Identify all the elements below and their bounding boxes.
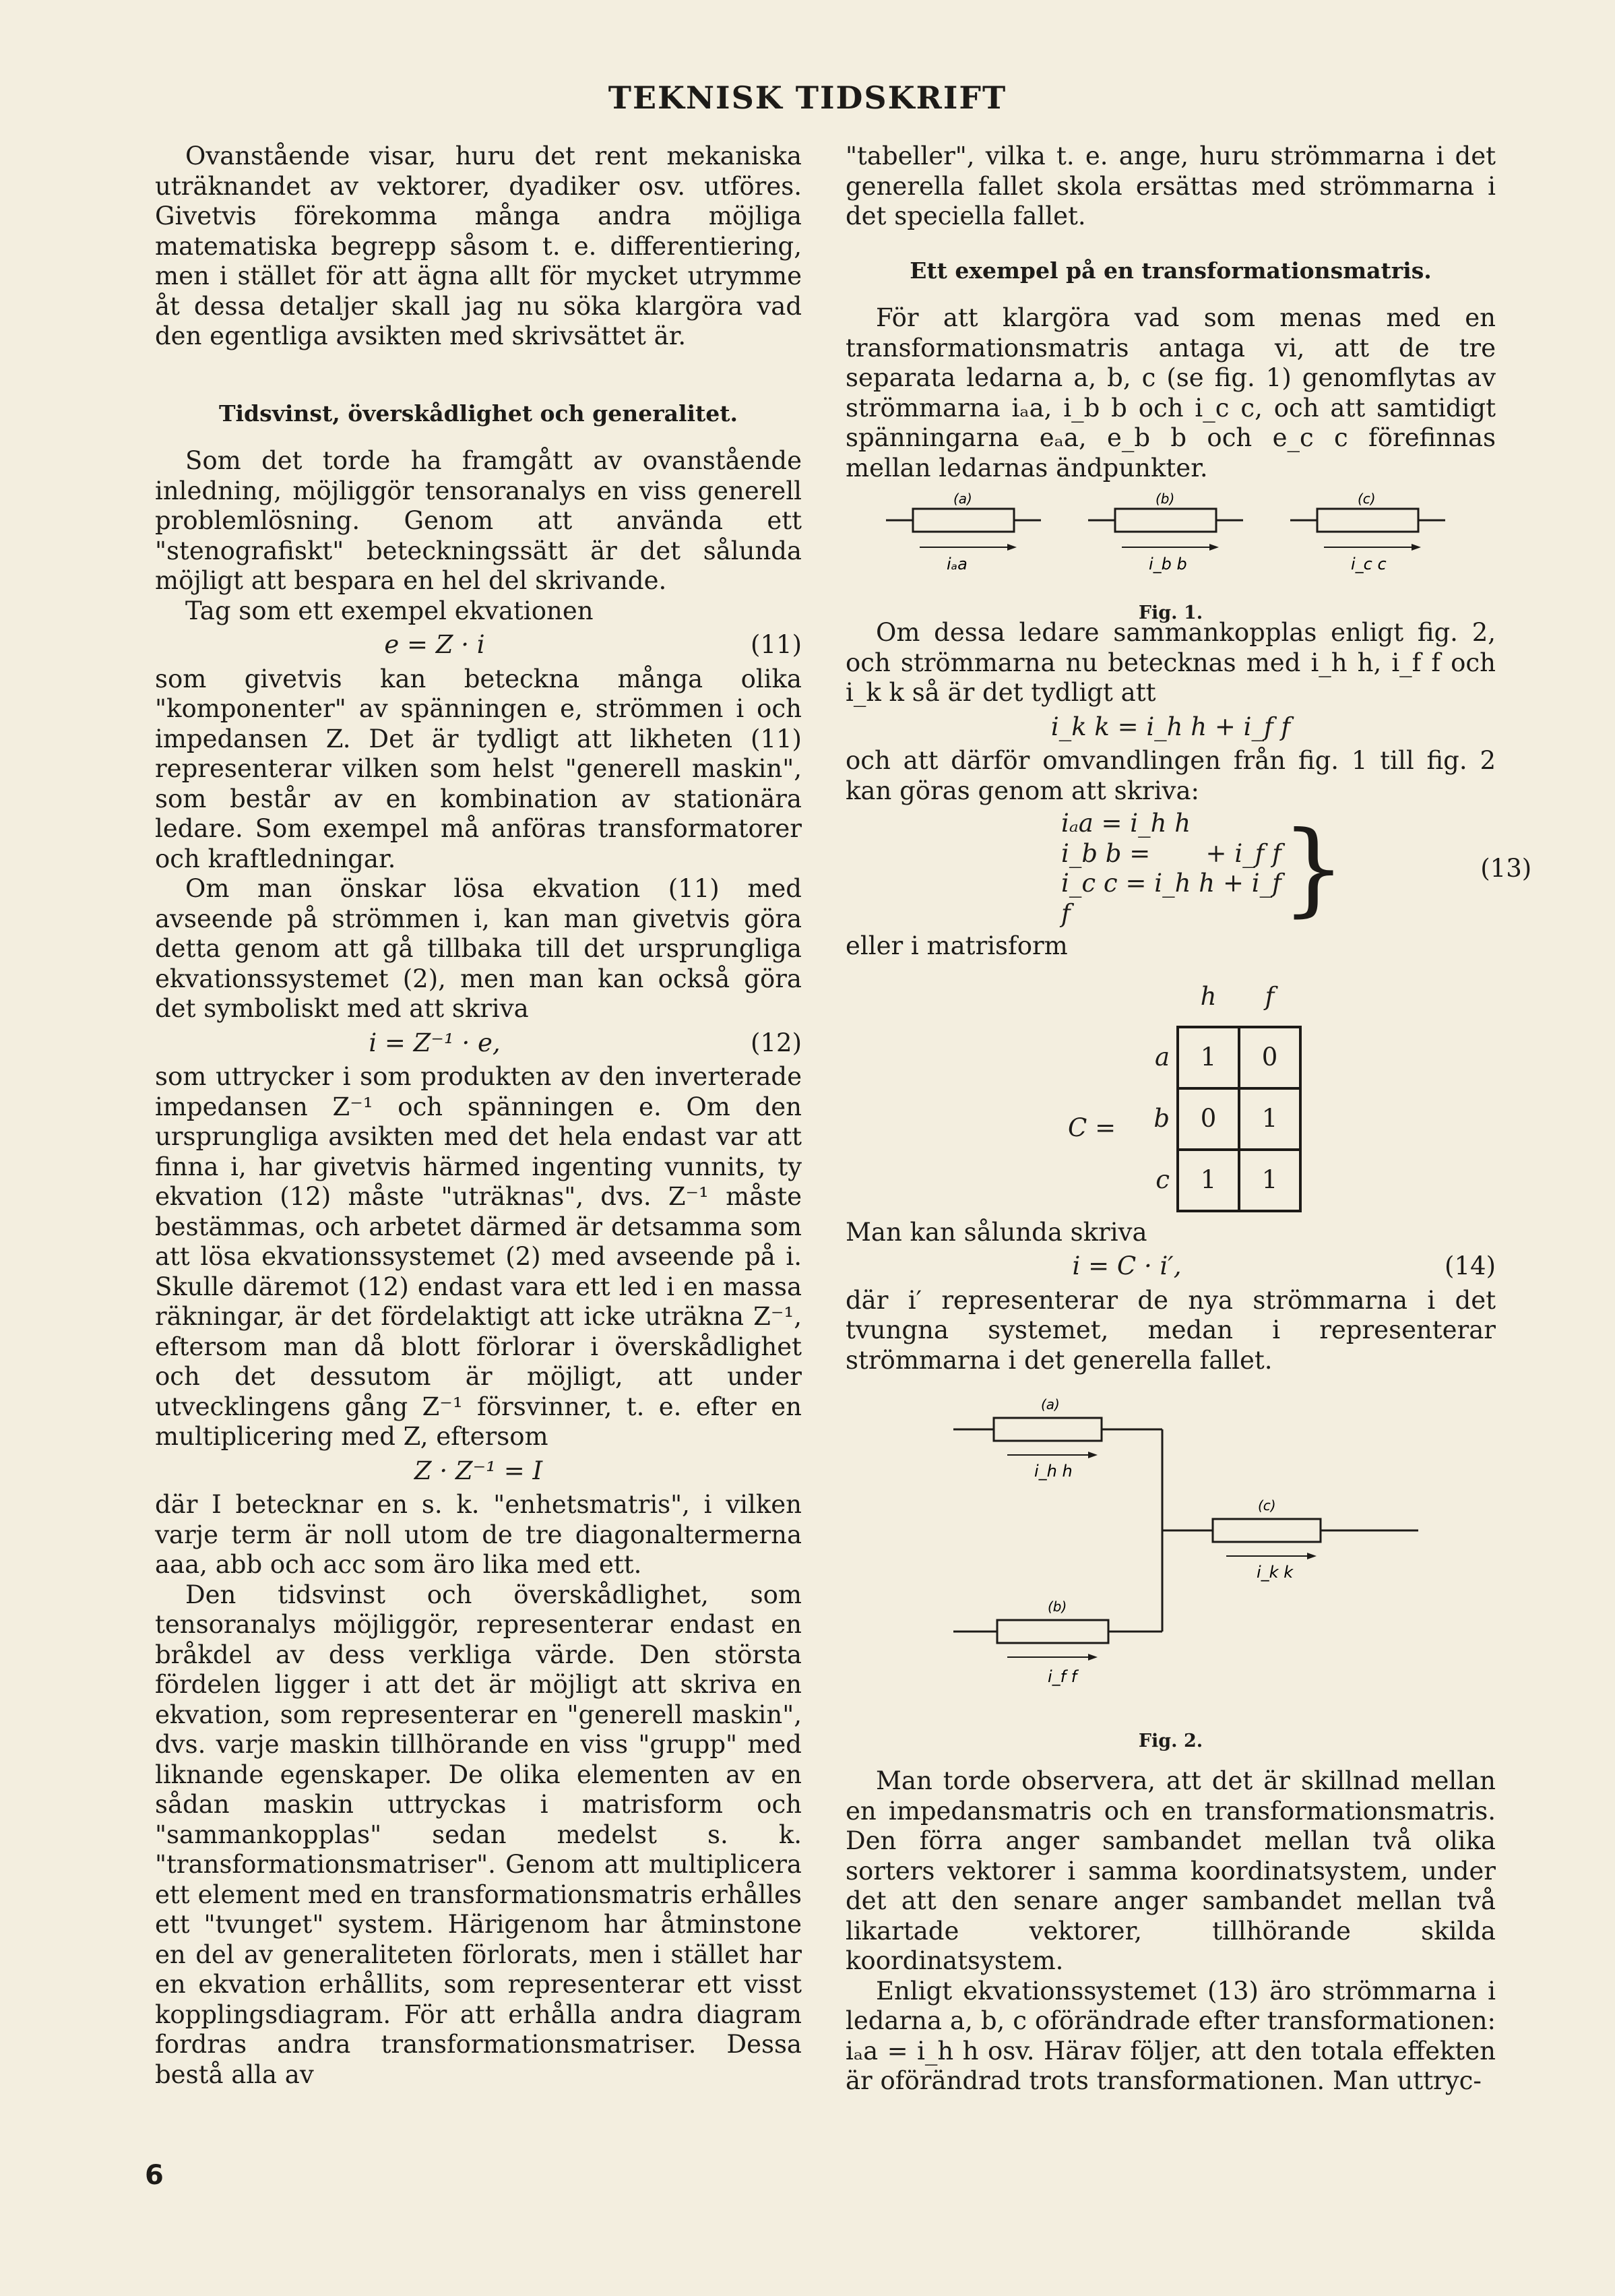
paragraph: För att klargöra vad som menas med en transformationsmatris antaga vi, att de tre separata ledarna a, b, c (se fig. 1) genomflytas av strömmarna iₐa, i_b b och i_c c, och att samtidigt spänningarna eₐa, e_b b och e_c c förefinnas mellan ledarnas ändpunkter. [846,303,1496,483]
conductor-label: (a) [953,491,972,507]
matrix-lhs: C = [1068,1113,1116,1142]
equation-line: iₐa = i_h h [1061,809,1191,838]
equation-number: (11) [751,630,802,659]
equation-14 [846,1251,1496,1282]
current-label: i_k k [1257,1563,1294,1582]
paragraph: där i′ representerar de nya strömmarna i det tvungna systemet, medan i representerar strömmarna i det generella fallet. [846,1285,1496,1375]
paragraph: Som det torde ha framgått av ovanstående inledning, möjliggör tensoranalys en viss generell problemlösning. Genom att använda ett "stenografiskt" beteckningssätt är det sålunda möjligt att bespara en hel del skrivande. [155,446,802,595]
equation-line: i_c c = i_h h + i_f f [1061,869,1281,928]
paragraph: och att därför omvandlingen från fig. 1 till fig. 2 kan göras genom att skriva: [846,746,1496,805]
figure-caption: Fig. 1. [1138,602,1203,623]
equation-13 [846,809,1532,929]
right-column [846,142,1532,2097]
paragraph: Den tidsvinst och överskådlighet, som tensoranalys möjliggör, representerar endast en bråkdel av dess verkliga värde. Den största fördelen ligger i att det är möjligt att skriva en ekvation, som representerar en "generell maskin", dvs. varje maskin tillhörande en viss "grupp" med liknande egenskaper. De olika elementen av en sådan maskin uttryckas i matrisform och "sammankopplas" sedan medelst s. k. "transformationsmatriser". Genom att multiplicera ett element med en transformationsmatris erhålles ett "tvunget" system. Härigenom har åtminstone en del av generaliteten förlorats, men i stället har en ekvation erhållits, som representerar ett visst kopplingsdiagram. För att erhålla andra diagram fordras andra transformationsmatriser. Dessa bestå alla av [155,1580,802,2089]
matrix-row-label: b [1153,1103,1170,1133]
matrix-table [1129,968,1302,1212]
equation-system [846,809,1281,929]
equation-expression: Z · Z⁻¹ = I [414,1456,543,1485]
brace-glyph: } [1281,810,1346,927]
current-label: iₐa [947,555,968,573]
paragraph: "tabeller", vilka t. e. ange, huru strömmarna i det generella fallet skola ersättas med strömmarna i det speciella fallet. [846,142,1496,230]
equation-identity [155,1456,802,1487]
equation-number: (12) [751,1028,802,1057]
matrix-row-label: c [1155,1165,1170,1194]
figure-2-diagram [846,1382,1496,1719]
equation-number: (14) [1445,1251,1496,1280]
conductor-b [1088,491,1243,573]
conductor-label: (b) [1155,491,1175,507]
equation-kirchhoff [846,712,1496,743]
matrix-col-label: h [1200,981,1217,1011]
matrix-row-label: a [1154,1042,1170,1072]
left-column [155,142,802,2090]
paragraph: Om man önskar lösa ekvation (11) med avseende på strömmen i, kan man givetvis göra detta genom att gå tillbaka till det ursprungliga ekvationssystemet (2), men man kan också göra det symboliskt med att skriva [155,874,802,1023]
paragraph: Enligt ekvationssystemet (13) äro strömmarna i ledarna a, b, c oförändrade efter transformationen: iₐa = i_h h osv. Härav följer, att den totala effekten är oförändrad trots transformationen. Man uttryc- [846,1976,1496,2095]
equation-number: (13) [1480,853,1532,883]
paragraph: som uttrycker i som produkten av den inverterade impedansen Z⁻¹ och spänningen e. Om den ursprungliga avsikten med det hela endast var att finna i, har givetvis härmed ingenting vunnits, ty ekvation (12) måste "uträknas", dvs. Z⁻¹ måste bestämmas, och arbetet därmed är detsamma som att lösa ekvationssystemet (2) med avseende på i. Skulle däremot (12) endast vara ett led i en massa räkningar, är det fördelaktigt att icke uträkna Z⁻¹, eftersom man då blott förlorar i överskådlighet och det dessutom är möjligt, att under utvecklingens gång Z⁻¹ försvinner, t. e. efter en multiplicering med Z, eftersom [155,1062,802,1451]
journal-title: TEKNISK TIDSKRIFT [608,80,1007,116]
matrix-col-label: f [1265,981,1275,1011]
matrix-cell: 1 [1178,1027,1239,1088]
conductor-c [1290,491,1445,573]
paragraph: Ovanstående visar, huru det rent mekaniska uträknandet av vektorer, dyadiker osv. utföres. Givetvis förekomma många andra möjliga matematiska begrepp såsom t. e. differentiering, men i stället för att ägna allt för mycket utrymme åt dessa detaljer skall jag nu söka klargöra vad den egentliga avsikten med skrivsättet är. [155,142,802,350]
conductor-a [886,491,1041,573]
matrix-cell: 1 [1239,1088,1300,1150]
transformation-matrix [846,968,1496,1211]
equation-line: i_b b = + i_f f [1061,838,1281,868]
figure-1-diagram [846,490,1496,591]
paragraph: där I betecknar en s. k. "enhetsmatris", i vilken varje term är noll utom de tre diagonaltermerna aaa, abb och acc som äro lika med ett. [155,1490,802,1579]
paragraph: Man torde observera, att det är skillnad mellan en impedansmatris och en transformationsmatris. Den förra anger sambandet mellan två olika sorters vektorer i samma koordinatsystem, under det att den senare anger sambandet mellan två likartade vektorer, tillhörande skilda koordinatsystem. [846,1766,1496,1975]
paragraph: som givetvis kan beteckna många olika "komponenter" av spänningen e, strömmen i och impedansen Z. Det är tydligt att likheten (11) representerar vilken som helst "generell maskin", som består av en kombination av stationära ledare. Som exempel må anföras transformatorer och kraftledningar. [155,664,802,873]
current-label: i_b b [1149,555,1187,573]
paragraph: Tag som ett exempel ekvationen [185,596,594,625]
matrix-cell: 0 [1239,1027,1300,1088]
equation-expression: i_k k = i_h h + i_f f [1050,712,1291,741]
figure-1 [846,490,1496,623]
figure-caption: Fig. 2. [1138,1730,1203,1751]
paragraph: eller i matrisform [846,931,1068,960]
matrix-cell: 0 [1178,1088,1239,1150]
current-label: i_f f [1048,1667,1077,1686]
current-label: i_h h [1034,1462,1073,1481]
conductor-label: (a) [1041,1396,1060,1413]
matrix-cell: 1 [1178,1150,1239,1211]
current-label: i_c c [1351,555,1387,573]
section-heading: Ett exempel på en transformationsmatris. [910,257,1432,284]
conductor-label: (c) [1258,1497,1276,1514]
matrix-cell: 1 [1239,1150,1300,1211]
figure-2 [846,1382,1496,1760]
paragraph: Man kan sålunda skriva [846,1217,1147,1247]
equation-expression: i = C · i′, [1072,1251,1182,1280]
equation-11 [155,630,802,660]
page-number: 6 [145,2160,164,2191]
section-heading: Tidsvinst, överskådlighet och generalitet. [218,400,738,427]
conductor-label: (b) [1048,1599,1067,1615]
equation-expression: e = Z · i [384,630,485,659]
conductor-label: (c) [1358,491,1376,507]
equation-expression: i = Z⁻¹ · e, [369,1028,501,1057]
equation-12 [155,1028,802,1059]
paragraph: Om dessa ledare sammankopplas enligt fig. 2, och strömmarna nu betecknas med i_h h, i_f f och i_k k så är det tydligt att [846,618,1496,707]
